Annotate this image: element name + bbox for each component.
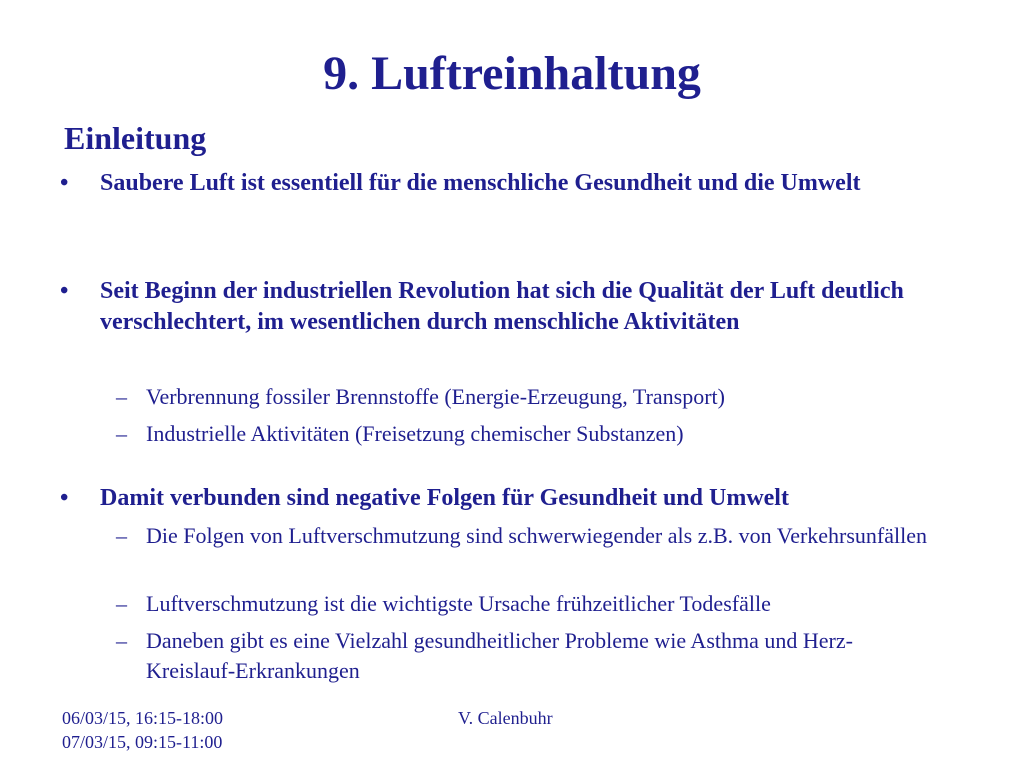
bullet-text: Saubere Luft ist essentiell für die menschliche Gesundheit und die Umwelt xyxy=(100,170,861,196)
footer-date-line-1: 06/03/15, 16:15-18:00 xyxy=(62,708,223,728)
bullet-mark: • xyxy=(60,278,69,304)
sub-bullet-mark: – xyxy=(116,523,127,548)
sub-bullet-mark: – xyxy=(116,384,127,409)
sub-bullet-text: Daneben gibt es eine Vielzahl gesundheitlicher Probleme wie Asthma und Herz-Kreislauf-Erkrankungen xyxy=(146,628,853,683)
slide-subtitle: Einleitung xyxy=(64,120,207,156)
sub-bullet-text: Verbrennung fossiler Brennstoffe (Energie-Erzeugung, Transport) xyxy=(146,384,725,409)
bullet-text: Damit verbunden sind negative Folgen für Gesundheit und Umwelt xyxy=(100,485,789,511)
footer-dates xyxy=(62,706,322,754)
sub-bullet-text: Die Folgen von Luftverschmutzung sind schwerwiegender als z.B. von Verkehrsunfällen xyxy=(146,523,928,548)
sub-bullet-mark: – xyxy=(116,591,127,616)
bullet-mark: • xyxy=(60,170,69,196)
sub-bullet-mark: – xyxy=(116,628,127,653)
bullet-text: Seit Beginn der industriellen Revolution hat sich die Qualität der Luft deutlich verschlechtert, im wesentlichen durch menschliche Aktivitäten xyxy=(100,278,904,335)
sub-bullet-text: Luftverschmutzung ist die wichtigste Ursache frühzeitlicher Todesfälle xyxy=(146,591,771,616)
slide-title: 9. Luftreinhaltung xyxy=(323,47,701,100)
bullet-mark: • xyxy=(60,485,69,511)
sub-bullet-text: Industrielle Aktivitäten (Freisetzung chemischer Substanzen) xyxy=(146,421,684,446)
footer-date-line-2: 07/03/15, 09:15-11:00 xyxy=(62,732,223,752)
sub-bullet-mark: – xyxy=(116,421,127,446)
footer-author: V. Calenbuhr xyxy=(458,708,553,728)
